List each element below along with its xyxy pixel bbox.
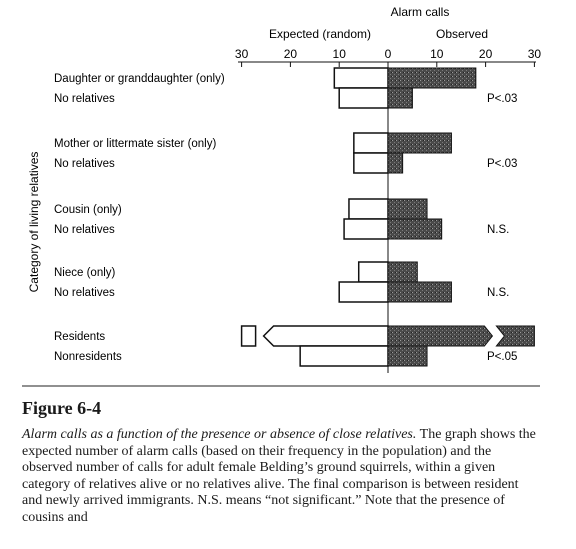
caption-text — [22, 427, 542, 526]
category-label: Mother or littermate sister (only) — [54, 138, 217, 150]
observed-bar — [388, 153, 403, 173]
observed-bar — [388, 199, 427, 219]
observed-bar — [388, 282, 451, 302]
observed-bar-broken-end — [496, 326, 534, 346]
observed-bar — [388, 133, 451, 153]
significance-label: P<.03 — [487, 93, 518, 105]
tick-label: 0 — [384, 47, 392, 61]
expected-bar — [264, 326, 388, 346]
category-label: Niece (only) — [54, 267, 116, 279]
significance-labels — [487, 93, 517, 363]
tick-label: 10 — [332, 47, 346, 61]
significance-label: P<.03 — [487, 158, 518, 170]
category-label: No relatives — [54, 224, 115, 236]
tick-label: 10 — [430, 47, 444, 61]
category-labels — [54, 73, 225, 363]
expected-bar — [354, 133, 388, 153]
expected-bar — [349, 199, 388, 219]
observed-bar — [388, 219, 442, 239]
expected-bar — [339, 88, 388, 108]
observed-bar — [388, 262, 417, 282]
tick-label: 20 — [283, 47, 298, 61]
observed-bar — [388, 68, 476, 88]
expected-bar — [300, 346, 388, 366]
category-label: Residents — [54, 331, 106, 343]
expected-bar — [354, 153, 388, 173]
tick-label: 30 — [527, 47, 542, 61]
caption-lead: Alarm calls as a function of the presence or absence of close relatives. — [22, 427, 417, 442]
y-axis-label: Category of living relatives — [27, 151, 41, 293]
category-label: Nonresidents — [54, 351, 122, 363]
category-label: No relatives — [54, 158, 115, 170]
category-label: No relatives — [54, 93, 115, 105]
observed-panel-label: Observed — [435, 27, 489, 41]
significance-label: P<.05 — [487, 351, 518, 363]
observed-bar — [388, 326, 492, 346]
expected-bar — [334, 68, 388, 88]
significance-label: N.S. — [487, 287, 510, 299]
observed-bar — [388, 346, 427, 366]
expected-panel-label: Expected (random) — [268, 27, 372, 41]
expected-bar — [339, 282, 388, 302]
expected-bar — [359, 262, 388, 282]
figure-label: Figure 6-4 — [22, 398, 102, 418]
figure-caption — [22, 398, 542, 526]
expected-bar-broken-end — [242, 326, 256, 346]
significance-label: N.S. — [487, 224, 510, 236]
tick-label: 20 — [478, 47, 493, 61]
caption-body: The graph shows the expected number of alarm calls (based on their frequency in the population) and the observed number of calls for adult female Belding’s ground squirrels, within a given category of relatives alive or no relatives alive. The final comparison is between resident and newly arrived immigrants. N.S. means “not significant.” Note that the presence of cousins and — [22, 427, 536, 525]
category-label: No relatives — [54, 287, 115, 299]
expected-bar — [344, 219, 388, 239]
tick-label: 30 — [234, 47, 249, 61]
category-label: Daughter or granddaughter (only) — [54, 73, 225, 85]
chart-title: Alarm calls — [390, 5, 450, 19]
category-label: Cousin (only) — [54, 204, 122, 216]
observed-bar — [388, 88, 412, 108]
